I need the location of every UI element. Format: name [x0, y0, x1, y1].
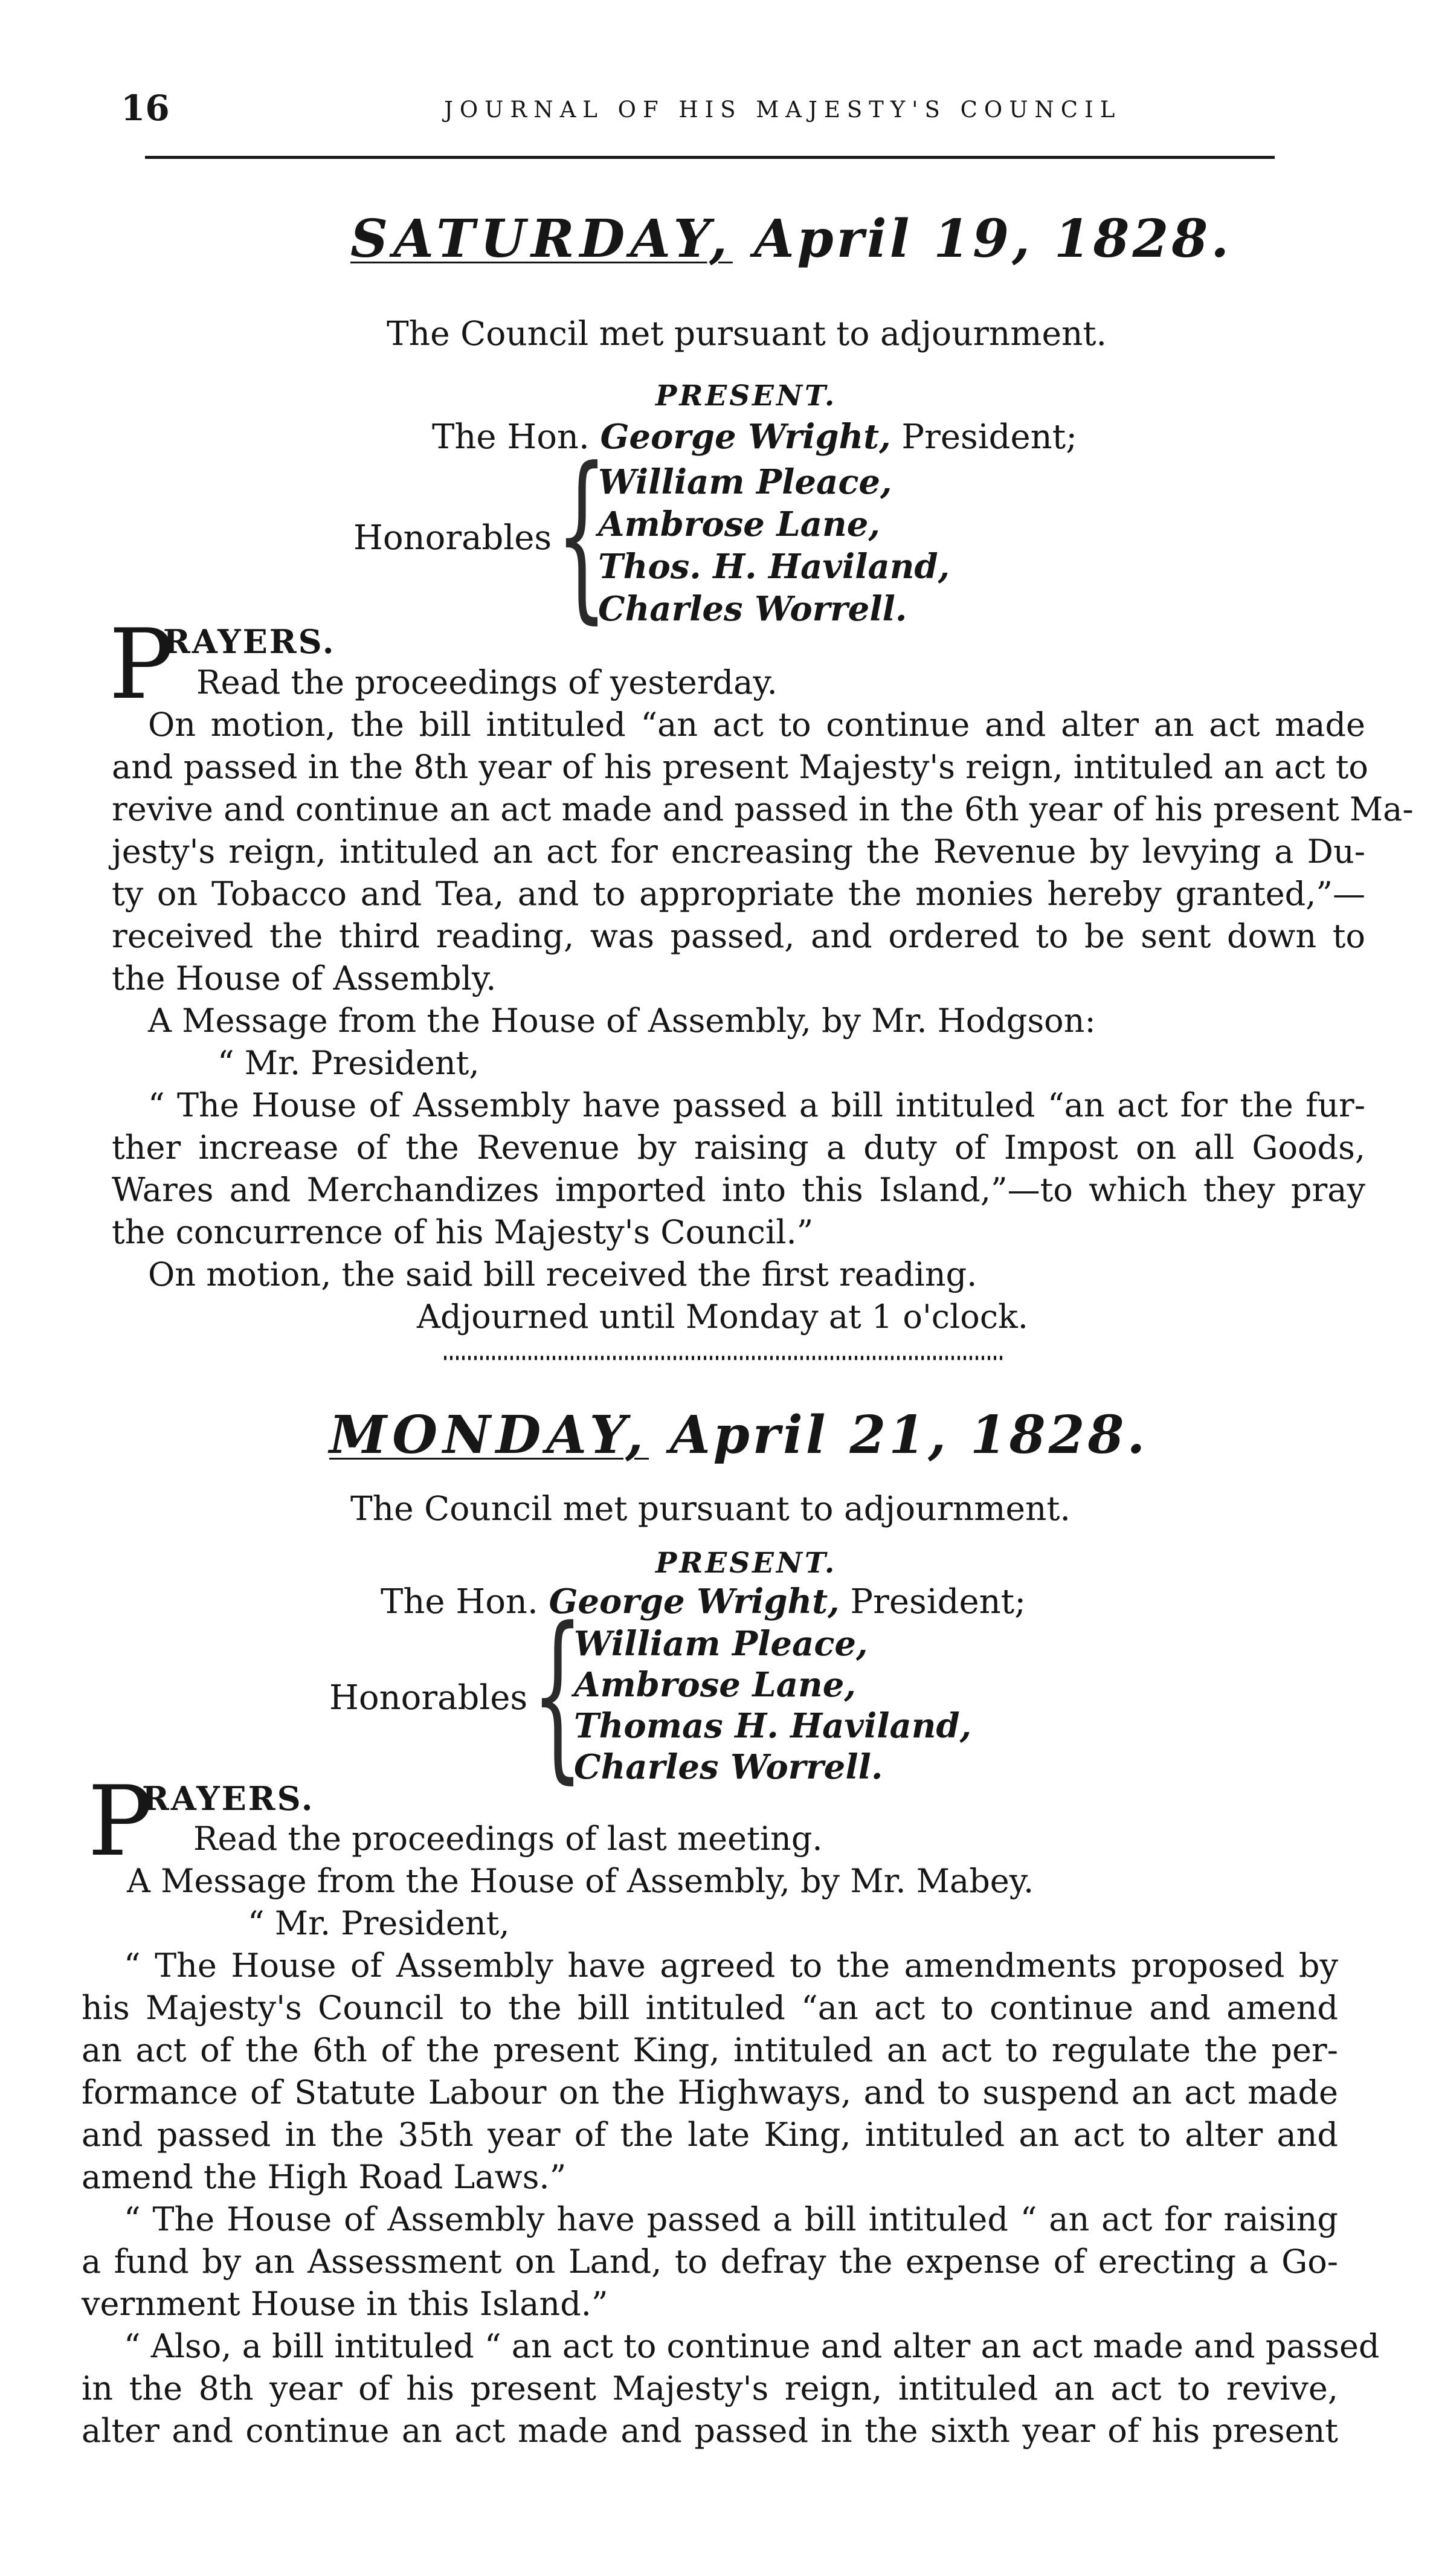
monday-president-title: President; [850, 1582, 1026, 1621]
saturday-hon-prefix: The Hon. [432, 417, 590, 457]
monday-line: amend the High Road Laws.” [82, 2158, 567, 2196]
saturday-line: received the third reading, was passed, and ordered to be sent down to [112, 917, 1365, 955]
monday-honorable: Ambrose Lane, [574, 1665, 856, 1705]
monday-honorable: Charles Worrell. [574, 1747, 883, 1787]
saturday-line: jesty's reign, intituled an act for encreasing the Revenue by levying a Du- [112, 832, 1365, 871]
monday-date: April 21, 1828. [669, 1405, 1148, 1466]
monday-line: in the 8th year of his present Majesty's reign, intituled an act to revive, [82, 2369, 1338, 2407]
monday-line: “ Also, a bill intituled “ an act to continue and alter an act made and passed [124, 2327, 1380, 2365]
monday-present-label: PRESENT. [655, 1547, 837, 1580]
header-rule [145, 156, 1275, 159]
monday-line: “ Mr. President, [248, 1904, 510, 1942]
saturday-honorables-label: Honorables [353, 518, 552, 558]
saturday-line: Read the proceedings of yesterday. [196, 663, 778, 701]
saturday-day: SATURDAY, [350, 208, 733, 269]
saturday-prayers-initial: P [109, 608, 174, 721]
monday-line: “ The House of Assembly have agreed to the amendments proposed by [124, 1946, 1338, 1985]
saturday-line: On motion, the bill intituled “an act to continue and alter an act made [148, 706, 1365, 744]
saturday-president-line [432, 417, 1077, 457]
monday-line: a fund by an Assessment on Land, to defray the expense of erecting a Go- [82, 2243, 1338, 2281]
monday-honorables-label: Honorables [329, 1678, 528, 1718]
monday-line: A Message from the House of Assembly, by Mr. Mabey. [127, 1862, 1034, 1900]
monday-hon-prefix: The Hon. [381, 1582, 538, 1621]
monday-line: formance of Statute Labour on the Highways, and to suspend an act made [82, 2073, 1338, 2111]
saturday-honorable: William Pleace, [598, 462, 892, 502]
monday-line: his Majesty's Council to the bill intituled “an act to continue and amend [82, 1989, 1338, 2027]
saturday-president-title: President; [901, 417, 1078, 457]
saturday-line: the concurrence of his Majesty's Council.” [112, 1213, 814, 1251]
saturday-line: “ Mr. President, [217, 1044, 480, 1082]
saturday-president-name: George Wright, [600, 417, 891, 457]
saturday-line: Adjourned until Monday at 1 o'clock. [417, 1298, 1028, 1336]
saturday-met-line: The Council met pursuant to adjournment. [387, 314, 1107, 353]
saturday-line: On motion, the said bill received the first reading. [148, 1255, 977, 1293]
saturday-line: “ The House of Assembly have passed a bill intituled “an act for the fur- [148, 1086, 1365, 1124]
monday-prayers-initial: P [88, 1765, 153, 1878]
saturday-line: and passed in the 8th year of his present Majesty's reign, intituled an act to [112, 748, 1368, 786]
saturday-line: ther increase of the Revenue by raising a duty of Impost on all Goods, [112, 1129, 1365, 1167]
monday-line: vernment House in this Island.” [82, 2285, 608, 2323]
saturday-date-heading [350, 208, 1232, 269]
saturday-line: the House of Assembly. [112, 959, 497, 997]
monday-line: alter and continue an act made and passed in the sixth year of his present [82, 2412, 1338, 2450]
saturday-brace: { [556, 429, 608, 640]
monday-date-heading [329, 1405, 1148, 1466]
page-number: 16 [121, 88, 170, 129]
saturday-line: ty on Tobacco and Tea, and to appropriate the monies hereby granted,”— [112, 875, 1365, 913]
monday-day: MONDAY, [329, 1405, 649, 1466]
monday-honorable: Thomas H. Haviland, [574, 1706, 972, 1746]
monday-president-line [381, 1582, 1026, 1621]
monday-prayers-heading: RAYERS. [142, 1779, 315, 1818]
saturday-honorable: Ambrose Lane, [598, 504, 880, 544]
monday-president-name: George Wright, [549, 1582, 840, 1621]
monday-honorable: William Pleace, [574, 1624, 868, 1664]
running-title: JOURNAL OF HIS MAJESTY'S COUNCIL [444, 97, 1122, 123]
saturday-line: A Message from the House of Assembly, by Mr. Hodgson: [148, 1002, 1096, 1040]
saturday-present-label: PRESENT. [655, 379, 837, 413]
monday-met-line: The Council met pursuant to adjournment. [350, 1489, 1071, 1528]
saturday-date: April 19, 1828. [753, 208, 1232, 269]
monday-line: an act of the 6th of the present King, intituled an act to regulate the per- [82, 2031, 1338, 2069]
monday-line: “ The House of Assembly have passed a bill intituled “ an act for raising [124, 2200, 1338, 2238]
monday-line: Read the proceedings of last meeting. [193, 1820, 823, 1858]
monday-line: and passed in the 35th year of the late King, intituled an act to alter and [82, 2116, 1338, 2154]
monday-brace: { [532, 1589, 584, 1800]
saturday-line: Wares and Merchandizes imported into this Island,”—to which they pray [112, 1171, 1365, 1209]
saturday-honorable: Thos. H. Haviland, [598, 547, 950, 587]
saturday-prayers-heading: RAYERS. [163, 622, 336, 661]
saturday-line: revive and continue an act made and passed in the 6th year of his present Ma- [112, 790, 1414, 828]
saturday-honorable: Charles Worrell. [598, 589, 907, 629]
section-divider [444, 1353, 1006, 1362]
